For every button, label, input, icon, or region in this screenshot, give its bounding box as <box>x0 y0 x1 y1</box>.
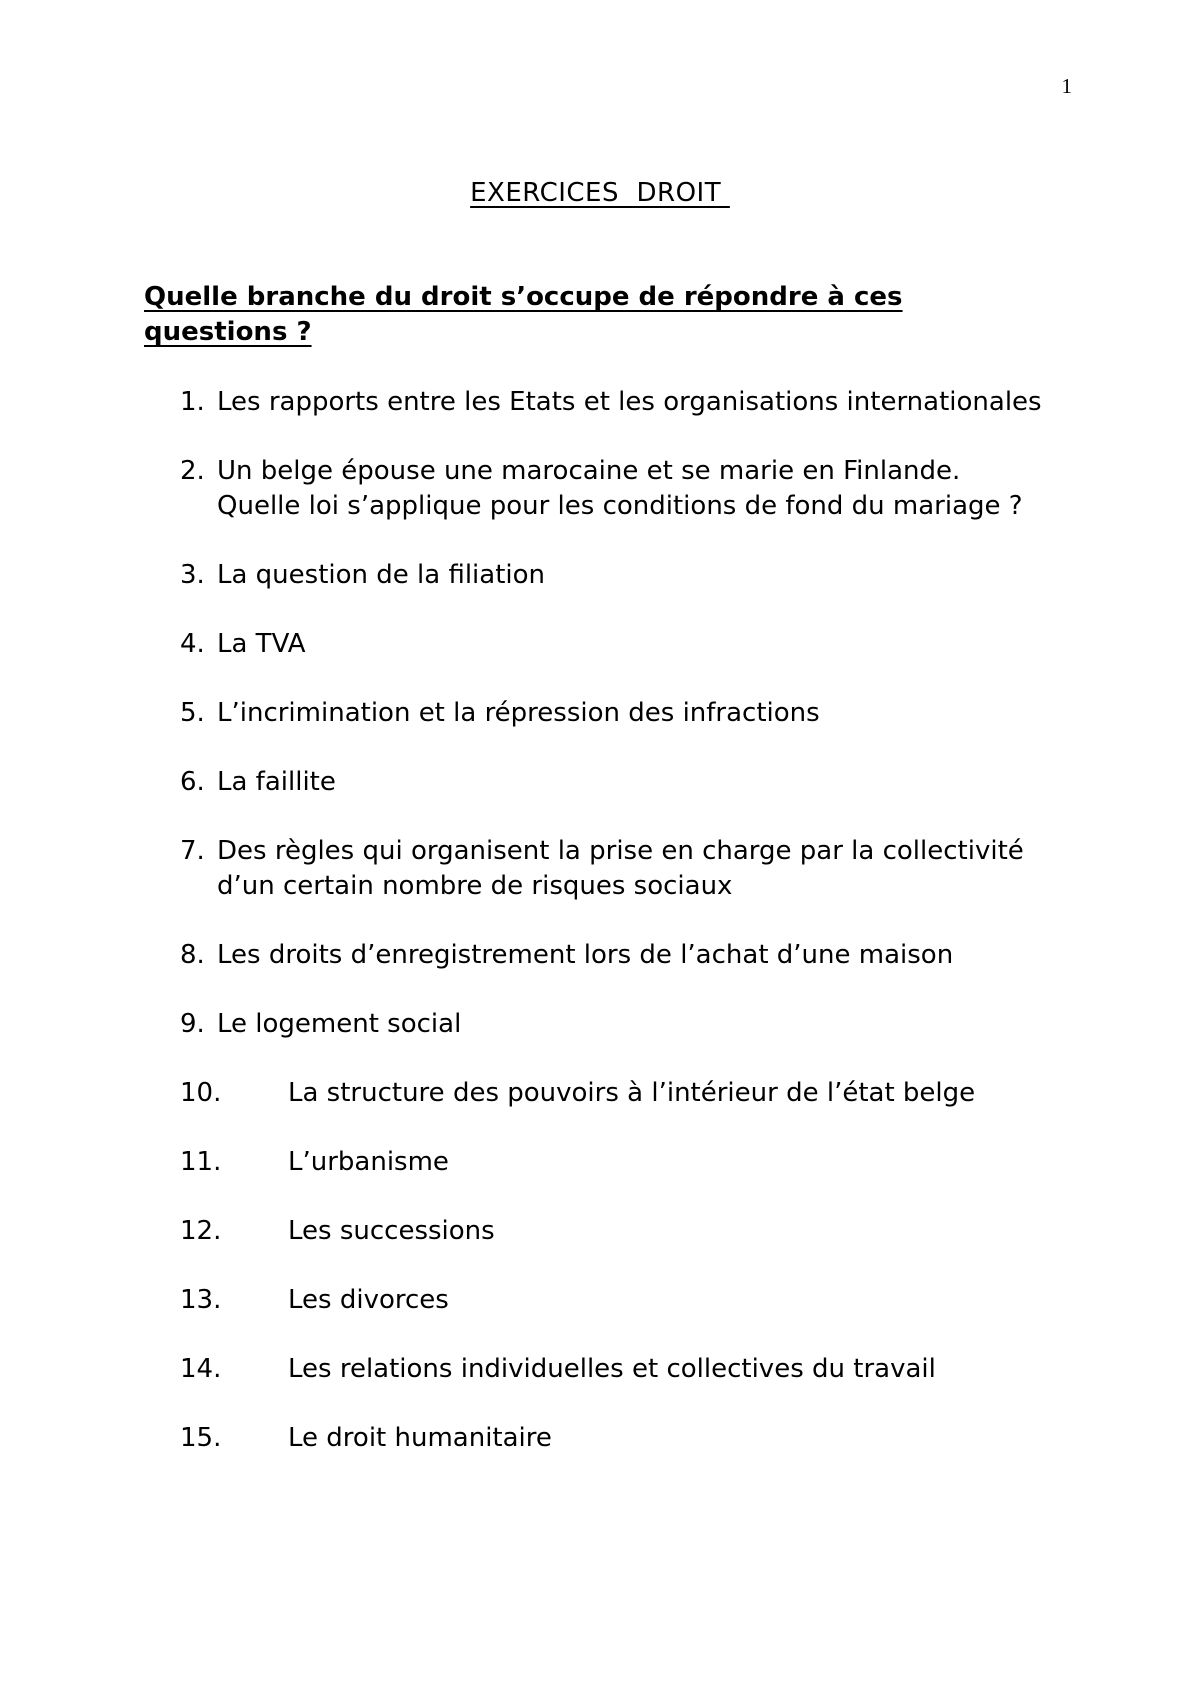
item-number: 4. <box>180 629 205 659</box>
item-text: Le logement social <box>217 1009 462 1039</box>
document-title-block <box>0 178 1200 208</box>
item-number: 15. <box>180 1423 222 1453</box>
item-text: Les successions <box>288 1216 495 1246</box>
document-title: EXERCICES DROIT <box>470 178 730 208</box>
item-number: 14. <box>180 1354 222 1384</box>
item-number: 11. <box>180 1147 222 1177</box>
item-text: Le droit humanitaire <box>288 1423 552 1453</box>
question-heading: Quelle branche du droit s’occupe de répondre à ces questions ? <box>144 282 903 347</box>
item-text: La TVA <box>217 629 306 659</box>
item-text: La question de la filiation <box>217 560 546 590</box>
page-number: 1 <box>1061 74 1072 98</box>
list-item <box>0 765 1200 800</box>
item-number: 8. <box>180 940 205 970</box>
item-text: La faillite <box>217 767 336 797</box>
item-text: Les relations individuelles et collectives du travail <box>288 1354 936 1384</box>
item-number: 6. <box>180 767 205 797</box>
item-number: 3. <box>180 560 205 590</box>
list-item <box>0 627 1200 662</box>
item-number: 1. <box>180 387 205 417</box>
item-number: 2. <box>180 456 205 486</box>
list-item <box>0 1352 1200 1387</box>
item-number: 5. <box>180 698 205 728</box>
item-text: Les droits d’enregistrement lors de l’achat d’une maison <box>217 940 954 970</box>
list-item <box>0 834 1200 904</box>
list-item <box>0 1421 1200 1456</box>
list-item <box>0 1076 1200 1111</box>
list-item <box>0 1283 1200 1318</box>
item-text: L’incrimination et la répression des infractions <box>217 698 820 728</box>
item-text: Un belge épouse une marocaine et se marie en Finlande. Quelle loi s’applique pour les conditions de fond du mariage ? <box>217 456 1023 521</box>
exercise-list <box>0 385 1200 1490</box>
item-number: 7. <box>180 836 205 866</box>
list-item <box>0 696 1200 731</box>
item-text: Les divorces <box>288 1285 449 1315</box>
list-item <box>0 1007 1200 1042</box>
item-text: L’urbanisme <box>288 1147 449 1177</box>
list-item <box>0 1214 1200 1249</box>
item-text: La structure des pouvoirs à l’intérieur de l’état belge <box>288 1078 976 1108</box>
list-item <box>0 385 1200 420</box>
list-item <box>0 1145 1200 1180</box>
item-number: 12. <box>180 1216 222 1246</box>
list-item <box>0 454 1200 524</box>
item-number: 13. <box>180 1285 222 1315</box>
item-text: Les rapports entre les Etats et les organisations internationales <box>217 387 1042 417</box>
item-number: 10. <box>180 1078 222 1108</box>
list-item <box>0 938 1200 973</box>
list-item <box>0 558 1200 593</box>
item-text: Des règles qui organisent la prise en charge par la collectivité d’un certain nombre de risques sociaux <box>217 836 1024 901</box>
item-number: 9. <box>180 1009 205 1039</box>
